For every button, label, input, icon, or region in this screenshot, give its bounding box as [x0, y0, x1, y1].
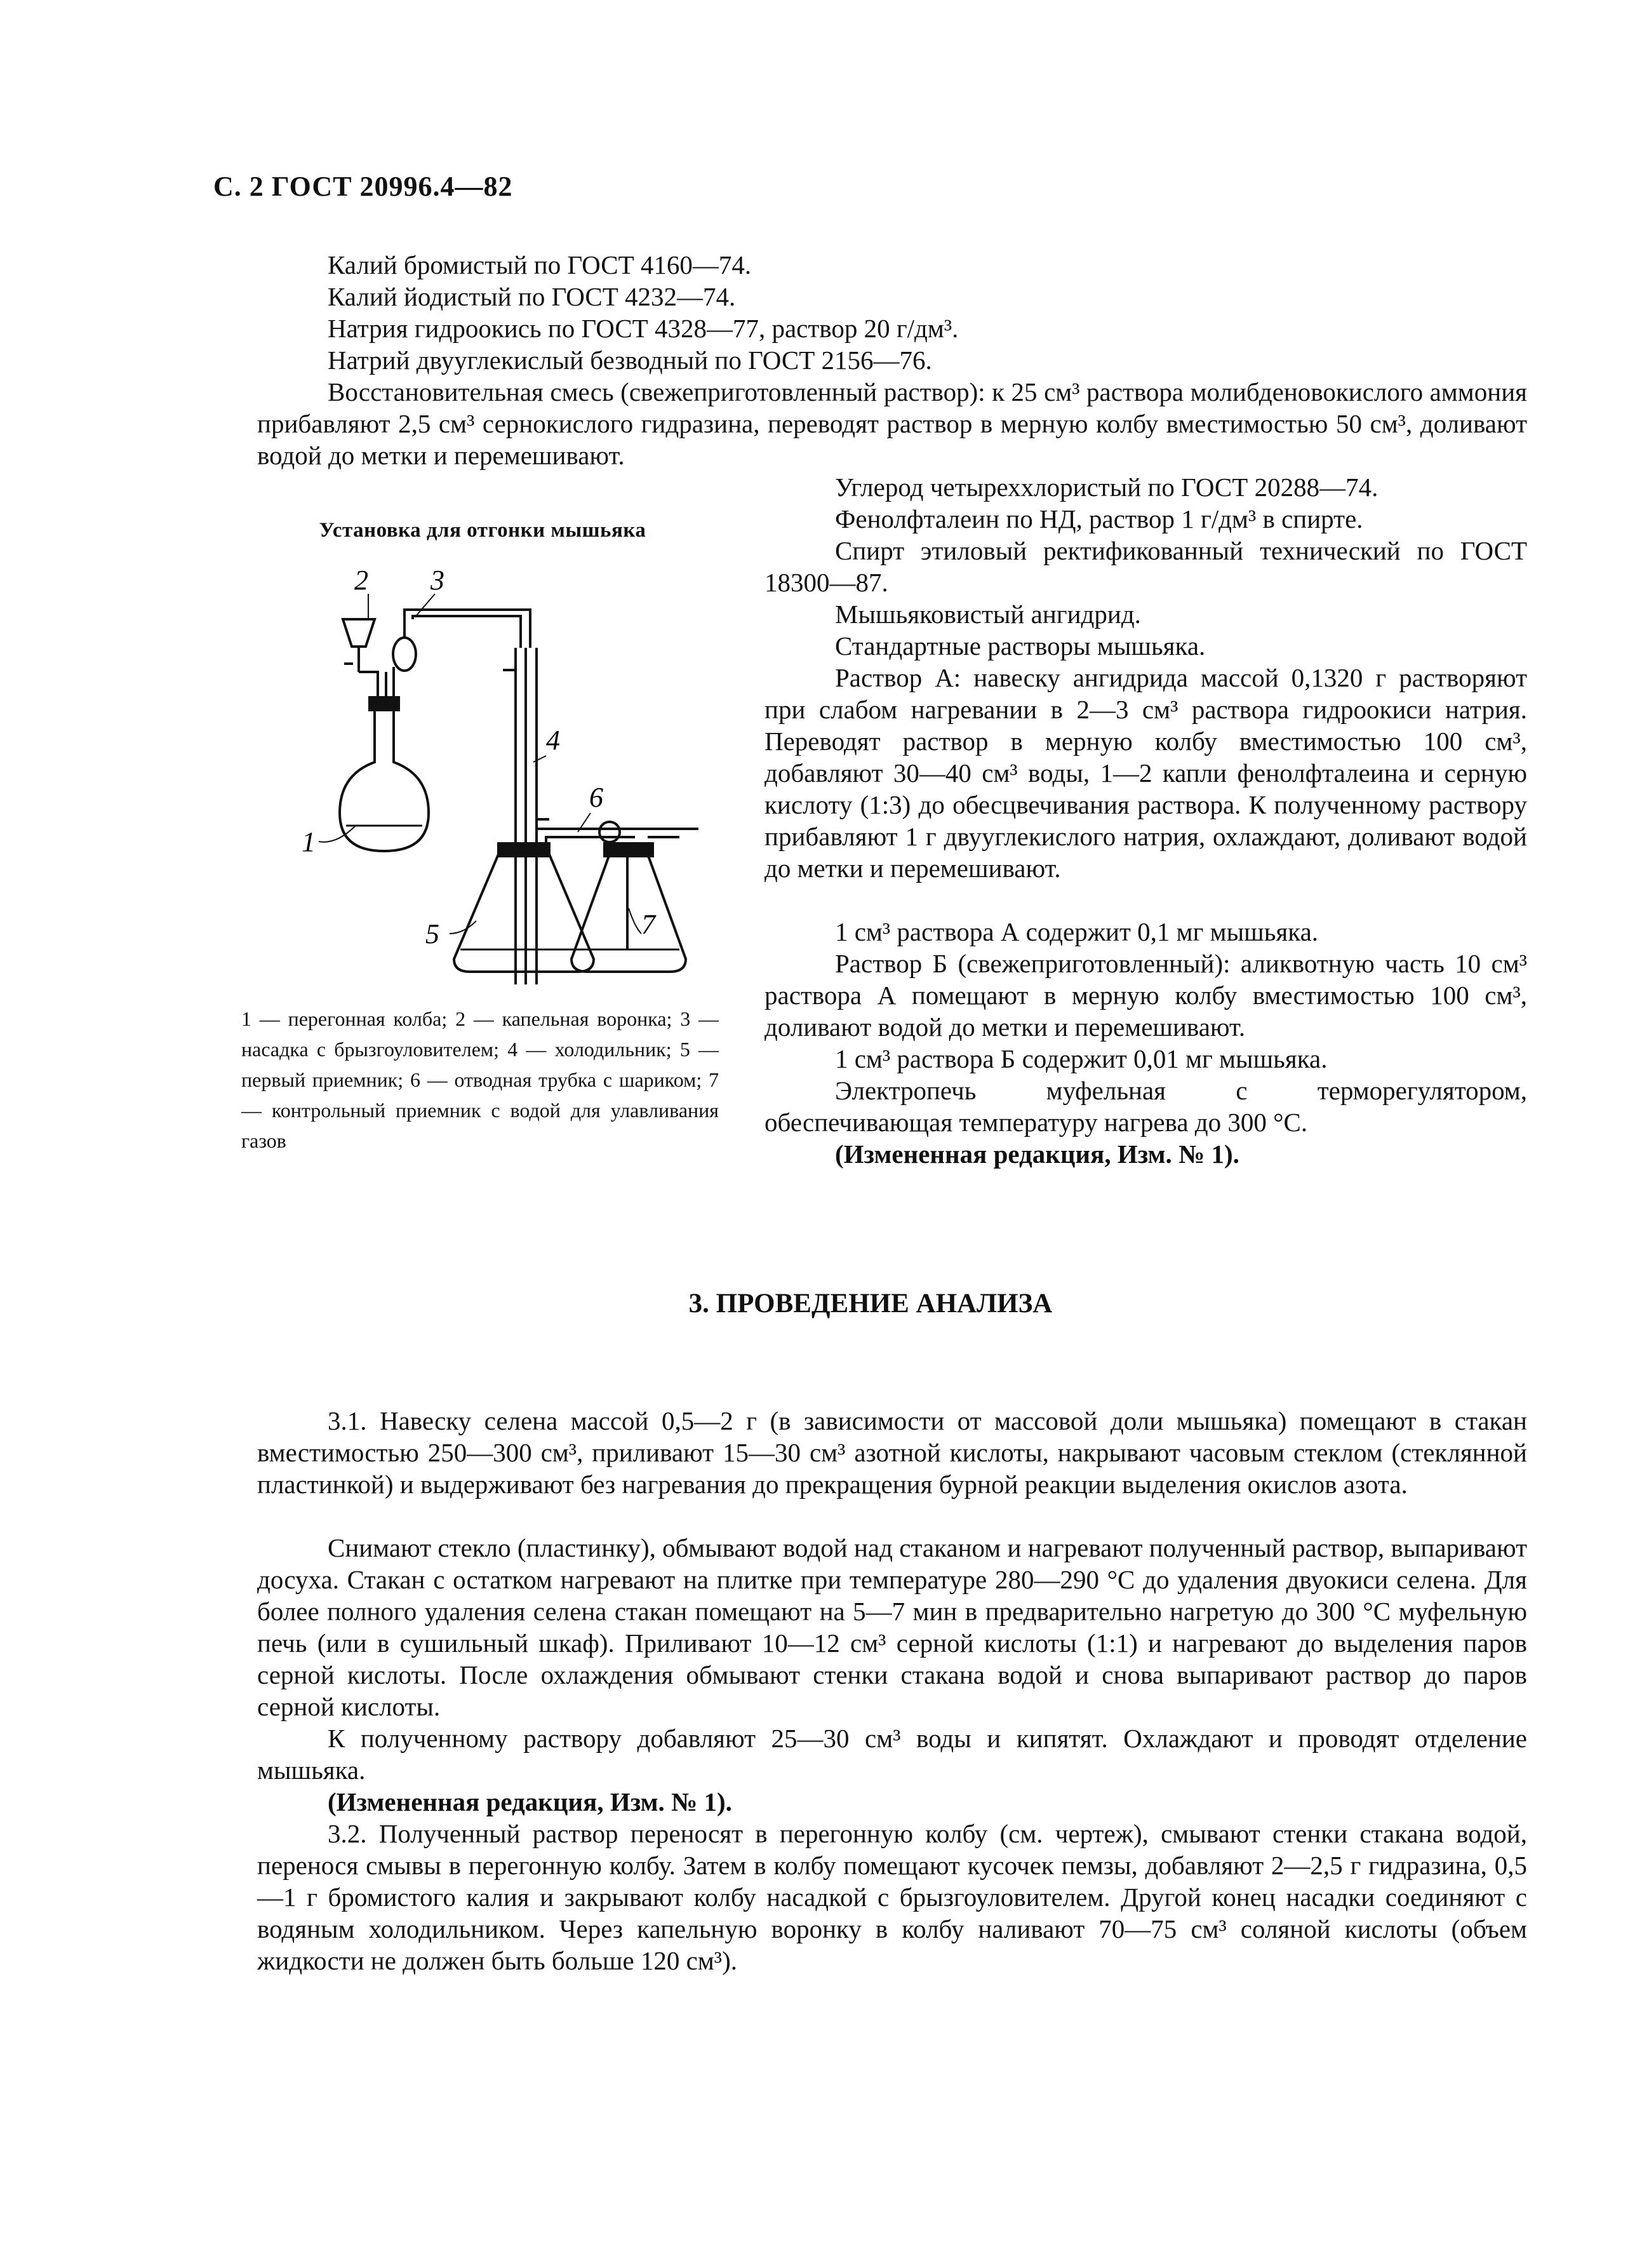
right-item-1: Углерод четыреххлористый по ГОСТ 20288—74. [835, 473, 1378, 502]
section-3-1-continued: Снимают стекло (пластинку), обмывают водой над стаканом и нагревают полученный раствор, выпаривают досуха. Стакан с остатком нагревают на плитке при температуре 280—290 °С до удаления двуокиси селена. Для более полного удаления селена стакан помещают на 5—7 мин в предварительно нагретую до 300 °С муфельную печь (или в сушильный шкаф). Приливают 10—12 см³ серной кислоты (1:1) и нагревают до выделения паров серной кислоты. После охлаждения обмывают стенки стакана водой и снова выпаривают раствор до паров серной кислоты. [257, 1533, 1527, 1721]
running-head: С. 2 ГОСТ 20996.4—82 [213, 171, 513, 202]
reagent-line-1: Калий бромистый по ГОСТ 4160—74. [328, 250, 752, 279]
section-heading: 3. ПРОВЕДЕНИЕ АНАЛИЗА [688, 1289, 1053, 1319]
figure-legend: 1 — перегонная колба; 2 — капельная воронка; 3 — насадка с брызгоуловителем; 4 — холодильник; 5 — первый приемник; 6 — отводная трубка с шариком; 7 — контрольный приемник с водой для улавливания газов [241, 1007, 719, 1152]
bulb [599, 822, 620, 842]
distillation-apparatus-diagram [279, 553, 698, 984]
revision-note-2: (Измененная редакция, Изм. № 1). [328, 1787, 732, 1816]
section-3-2-paragraph: 3.2. Полученный раствор переносят в перегонную колбу (см. чертеж), смывают стенки стакана водой, перенося смывы в перегонную колбу. Затем в колбу помещают кусочек пемзы, добавляют 2—2,5 г гидразина, 0,5—1 г бромистого калия и закрывают колбу насадкой с брызгоуловителем. Другой конец насадки соединяют с водяным холодильником. Через капельную воронку в колбу наливают 70—75 см³ соляной кислоты (объем жидкости не должен быть больше 120 см³). [257, 1819, 1527, 1975]
right-item-4: Мышьяковистый ангидрид. [835, 600, 1141, 629]
right-item-2: Фенолфталеин по НД, раствор 1 г/дм³ в спирте. [835, 504, 1363, 533]
label-7: 7 [641, 909, 655, 940]
section-3-1-final: К полученному раствору добавляют 25—30 см³ воды и кипятят. Охлаждают и проводят отделение мышьяка. [257, 1724, 1527, 1785]
reducing-mixture-paragraph: Восстановительная смесь (свежеприготовленный раствор): к 25 см³ раствора молибденовокислого аммония прибавляют 2,5 см³ сернокислого гидразина, переводят раствор в мерную колбу вместимостью 50 см³, доливают водой до метки и перемешивают. [257, 377, 1527, 470]
section-3-1-paragraph: 3.1. Навеску селена массой 0,5—2 г (в зависимости от массовой доли мышьяка) помещают в стакан вместимостью 250—300 см³, приливают 15—30 см³ азотной кислоты, накрывают часовым стеклом (стеклянной пластинкой) и выдерживают без нагревания до прекращения бурной реакции выделения окислов азота. [257, 1406, 1527, 1499]
right-item-3: Спирт этиловый ректификованный технический по ГОСТ 18300—87. [764, 536, 1527, 597]
dropping-funnel [343, 619, 375, 647]
muffle-furnace-paragraph: Электропечь муфельная с терморегулятором, обеспечивающая температуру нагрева до 300 °С. [764, 1076, 1527, 1137]
solution-a-paragraph: Раствор А: навеску ангидрида массой 0,1320 г растворяют при слабом нагревании в 2—3 см³ раствора гидроокиси натрия. Переводят раствор в мерную колбу вместимостью 100 см³, добавляют 30—40 см³ воды, 1—2 капли фенолфталеина и серную кислоту (1:3) до обесцвечивания раствора. К полученному раствору прибавляют 1 г двууглекислого натрия, охлаждают, доливают водой до метки и перемешивают. [764, 663, 1527, 883]
label-3: 3 [431, 565, 444, 596]
figure-title: Установка для отгонки мышьяка [319, 519, 646, 542]
reagent-line-3: Натрия гидроокись по ГОСТ 4328—77, раствор 20 г/дм³. [328, 314, 959, 343]
reagent-line-4: Натрий двууглекислый безводный по ГОСТ 2156—76. [328, 346, 932, 375]
revision-note-1: (Измененная редакция, Изм. № 1). [835, 1139, 1239, 1169]
right-item-5: Стандартные растворы мышьяка. [835, 631, 1206, 661]
label-2: 2 [354, 565, 368, 596]
label-5: 5 [425, 918, 439, 949]
solution-a-content: 1 см³ раствора А содержит 0,1 мг мышьяка. [835, 917, 1319, 946]
solution-b-paragraph: Раствор Б (свежеприготовленный): аликвотную часть 10 см³ раствора А помещают в мерную колбу вместимостью 100 см³, доливают водой до метки и перемешивают. [764, 949, 1527, 1042]
solution-b-content: 1 см³ раствора Б содержит 0,01 мг мышьяка. [835, 1044, 1328, 1073]
label-1: 1 [302, 826, 316, 857]
label-6: 6 [589, 782, 603, 813]
distillation-flask [340, 708, 429, 851]
splash-catcher [393, 638, 416, 671]
label-4: 4 [546, 725, 560, 756]
reagent-line-2: Калий йодистый по ГОСТ 4232—74. [328, 282, 736, 311]
flask-stopper [370, 697, 399, 710]
